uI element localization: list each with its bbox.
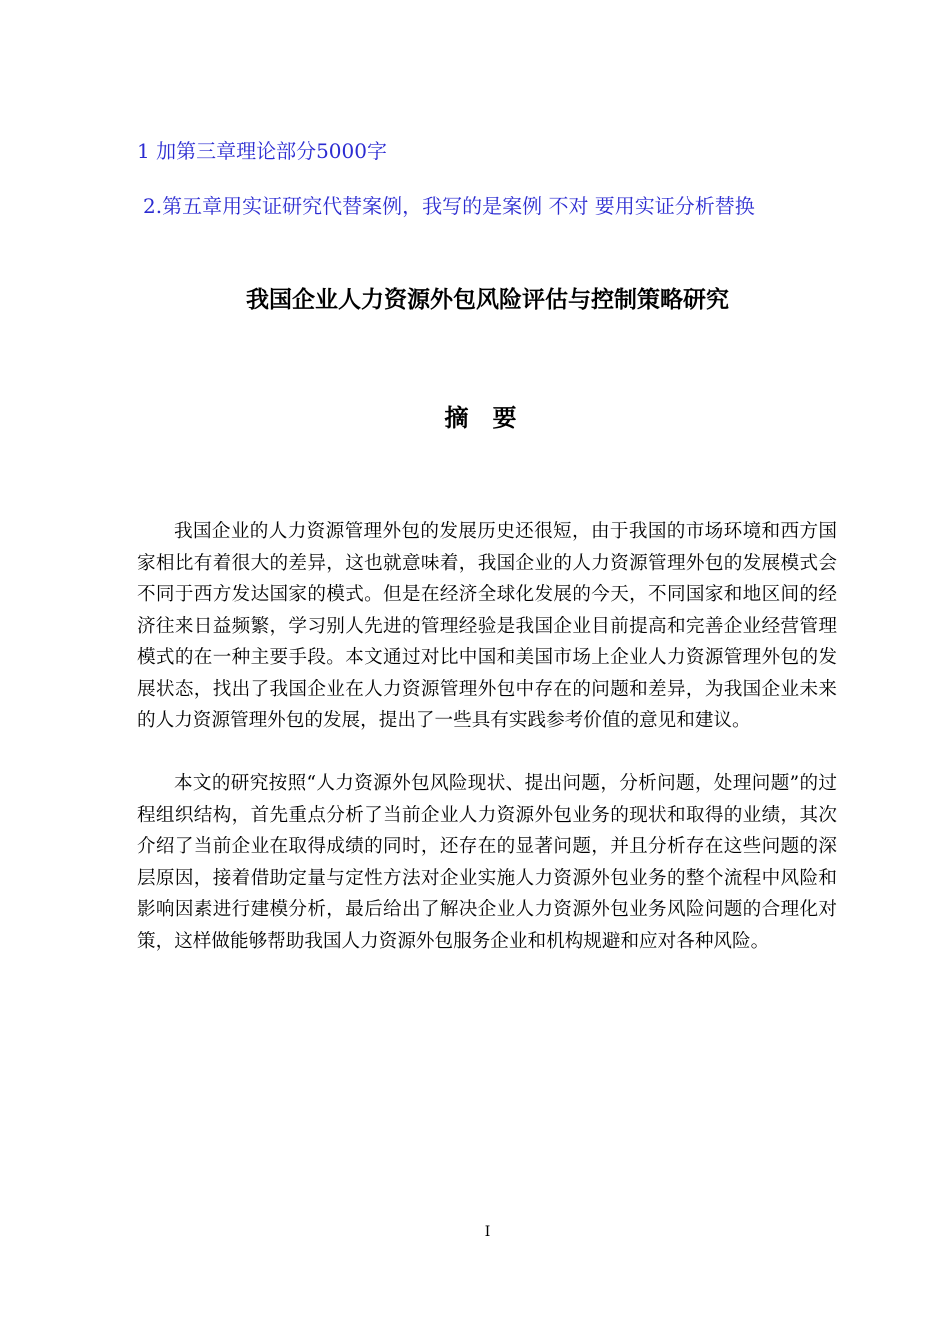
abstract-heading: 摘要 [444, 404, 541, 432]
revision-note-1: 1 加第三章理论部分5000字 [137, 139, 387, 163]
abstract-paragraph-2: 本文的研究按照“人力资源外包风险现状、提出问题，分析问题，处理问题”的过程组织结构，首先重点分析了当前企业人力资源外包业务的现状和取得的业绩，其次介绍了当前企业在取得成绩的同时，还存在的显著问题，并且分析存在这些问题的深层原因，接着借助定量与定性方法对企业实施人力资源外包业务的整个流程中风险和影响因素进行建模分析，最后给出了解决企业人力资源外包业务风险问题的合理化对策，这样做能够帮助我国人力资源外包服务企业和机构规避和应对各种风险。 [137, 773, 837, 952]
document-title: 我国企业人力资源外包风险评估与控制策略研究 [246, 287, 729, 313]
page-number: I [484, 1224, 491, 1240]
revision-note-2: 2.第五章用实证研究代替案例，我写的是案例 不对 要用实证分析替换 [143, 194, 755, 218]
abstract-paragraph-1: 我国企业的人力资源管理外包的发展历史还很短，由于我国的市场环境和西方国家相比有着很大的差异，这也就意味着，我国企业的人力资源管理外包的发展模式会不同于西方发达国家的模式。但是在经济全球化发展的今天，不同国家和地区间的经济往来日益频繁，学习别人先进的管理经验是我国企业目前提高和完善企业经营管理模式的在一种主要手段。本文通过对比中国和美国市场上企业人力资源管理外包的发展状态，找出了我国企业在人力资源管理外包中存在的问题和差异，为我国企业未来的人力资源管理外包的发展，提出了一些具有实践参考价值的意见和建议。 [137, 521, 837, 731]
